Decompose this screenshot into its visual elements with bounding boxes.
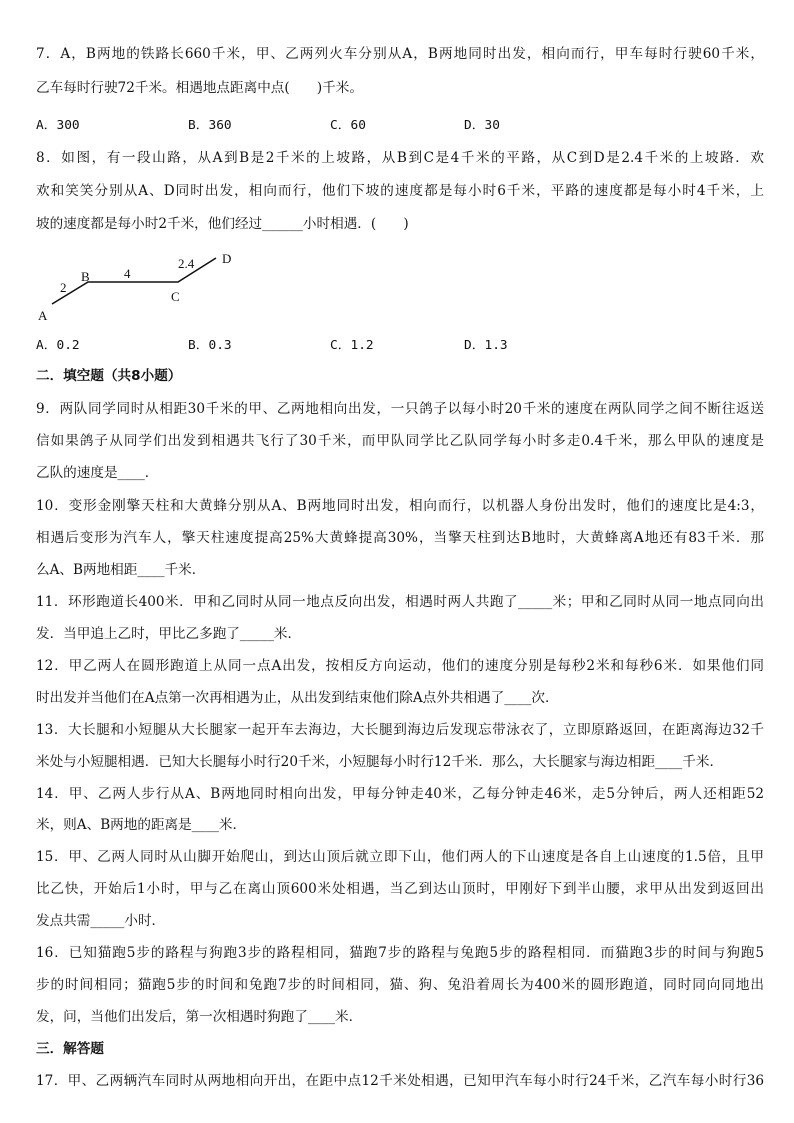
q13-line-1: 13．大长腿和小短腿从大长腿家一起开车去海边，大长腿到海边后发现忘带泳衣了，立即原路返回，在距离海边32千 bbox=[36, 722, 764, 738]
section-3-heading: 三．解答题 bbox=[36, 1041, 104, 1057]
q13-line-2: 米处与小短腿相遇．已知大长腿每小时行20千米，小短腿每小时行12千米．那么，大长腿家与海边相距____千米． bbox=[36, 754, 724, 770]
segment-ab-label: 2 bbox=[60, 280, 67, 295]
segment-bc-label: 4 bbox=[124, 266, 131, 281]
q7-option-a: A．300 bbox=[36, 118, 80, 133]
q8-option-c: C．1.2 bbox=[330, 338, 374, 353]
q11-line-1: 11．环形跑道长400米．甲和乙同时从同一地点反向出发，相遇时两人共跑了_____米；甲和乙同时从同一地点同向出 bbox=[36, 594, 764, 610]
q15-line-2: 比乙快，开始后1小时，甲与乙在离山顶600米处相遇，当乙到达山顶时，甲刚好下到半山腰，求甲从出发到返回出 bbox=[36, 881, 764, 897]
q7-line-1: 7．A，B两地的铁路长660千米，甲、乙两列火车分别从A，B两地同时出发，相向而行，甲车每时行驶60千米， bbox=[36, 46, 764, 62]
point-b-label: B bbox=[81, 269, 90, 284]
q9-line-3: 乙队的速度是____． bbox=[36, 465, 159, 481]
q12-line-2: 时出发并当他们在A点第一次再相遇为止，从出发到结束他们除A点外共相遇了____次． bbox=[36, 690, 559, 706]
q10-line-1: 10．变形金刚擎天柱和大黄蜂分别从A、B两地同时出发，相向而行，以机器人身份出发时，他们的速度比是4:3， bbox=[36, 498, 764, 514]
point-a-label: A bbox=[38, 308, 48, 323]
q8-line-3: 坡的速度都是每小时2千米，他们经过______小时相遇．( ) bbox=[36, 216, 409, 232]
q7-option-d: D．30 bbox=[464, 118, 500, 133]
q15-line-1: 15．甲、乙两人同时从山脚开始爬山，到达山顶后就立即下山，他们两人的下山速度是各自上山速度的1.5倍，且甲 bbox=[36, 849, 764, 865]
q7-line-2: 乙车每时行驶72千米。相遇地点距离中点( )千米。 bbox=[36, 80, 363, 96]
q10-line-2: 相遇后变形为汽车人，擎天柱速度提高25%大黄蜂提高30%，当擎天柱到达B地时，大黄蜂离A地还有83千米．那 bbox=[36, 530, 764, 546]
q8-line-2: 欢和笑笑分别从A、D同时出发，相向而行，他们下坡的速度都是每小时6千米，平路的速度都是每小时4千米，上 bbox=[36, 183, 764, 199]
q8-line-1: 8．如图，有一段山路，从A到B是2千米的上坡路，从B到C是4千米的平路，从C到D是2.4千米的上坡路．欢 bbox=[36, 150, 764, 166]
q16-line-1: 16．已知猫跑5步的路程与狗跑3步的路程相同，猫跑7步的路程与兔跑5步的路程相同．而猫跑3步的时间与狗跑5 bbox=[36, 945, 764, 961]
q16-line-2: 步的时间相同；猫跑5步的时间和兔跑7步的时间相同，猫、狗、兔沿着周长为400米的圆形跑道，同时同向同地出 bbox=[36, 977, 764, 993]
q14-line-2: 米，则A、B两地的距离是____米． bbox=[36, 817, 247, 833]
q12-line-1: 12．甲乙两人在圆形跑道上从同一点A出发，按相反方向运动，他们的速度分别是每秒2米和每秒6米．如果他们同 bbox=[36, 658, 764, 674]
mountain-road-diagram bbox=[30, 248, 270, 328]
q11-line-2: 发．当甲追上乙时，甲比乙多跑了_____米． bbox=[36, 626, 302, 642]
q7-option-c: C．60 bbox=[330, 118, 366, 133]
q8-option-d: D．1.3 bbox=[464, 338, 508, 353]
q8-option-a: A．0.2 bbox=[36, 338, 80, 353]
q7-option-b: B．360 bbox=[188, 118, 232, 133]
q10-line-3: 么A、B两地相距____千米． bbox=[36, 562, 206, 578]
q15-line-3: 发点共需_____小时． bbox=[36, 913, 166, 929]
q9-line-2: 信如果鸽子从同学们出发到相遇共飞行了30千米，而甲队同学比乙队同学每小时多走0.4千米，那么甲队的速度是 bbox=[36, 433, 764, 449]
q17-line-1: 17．甲、乙两辆汽车同时从两地相向开出，在距中点12千米处相遇，已知甲汽车每小时行24千米，乙汽车每小时行36 bbox=[36, 1073, 764, 1089]
q8-option-b: B．0.3 bbox=[188, 338, 232, 353]
q16-line-3: 发，问，当他们出发后，第一次相遇时狗跑了____米． bbox=[36, 1009, 363, 1025]
point-d-label: D bbox=[222, 251, 232, 266]
segment-cd-label: 2.4 bbox=[178, 256, 195, 271]
point-c-label: C bbox=[171, 289, 180, 304]
section-2-heading: 二．填空题（共8小题） bbox=[36, 368, 182, 384]
q14-line-1: 14．甲、乙两人步行从A、B两地同时相向出发，甲每分钟走40米，乙每分钟走46米，走5分钟后，两人还相距52 bbox=[36, 786, 764, 802]
q9-line-1: 9．两队同学同时从相距30千米的甲、乙两地相向出发，一只鸽子以每小时20千米的速度在两队同学之间不断往返送 bbox=[36, 401, 764, 417]
